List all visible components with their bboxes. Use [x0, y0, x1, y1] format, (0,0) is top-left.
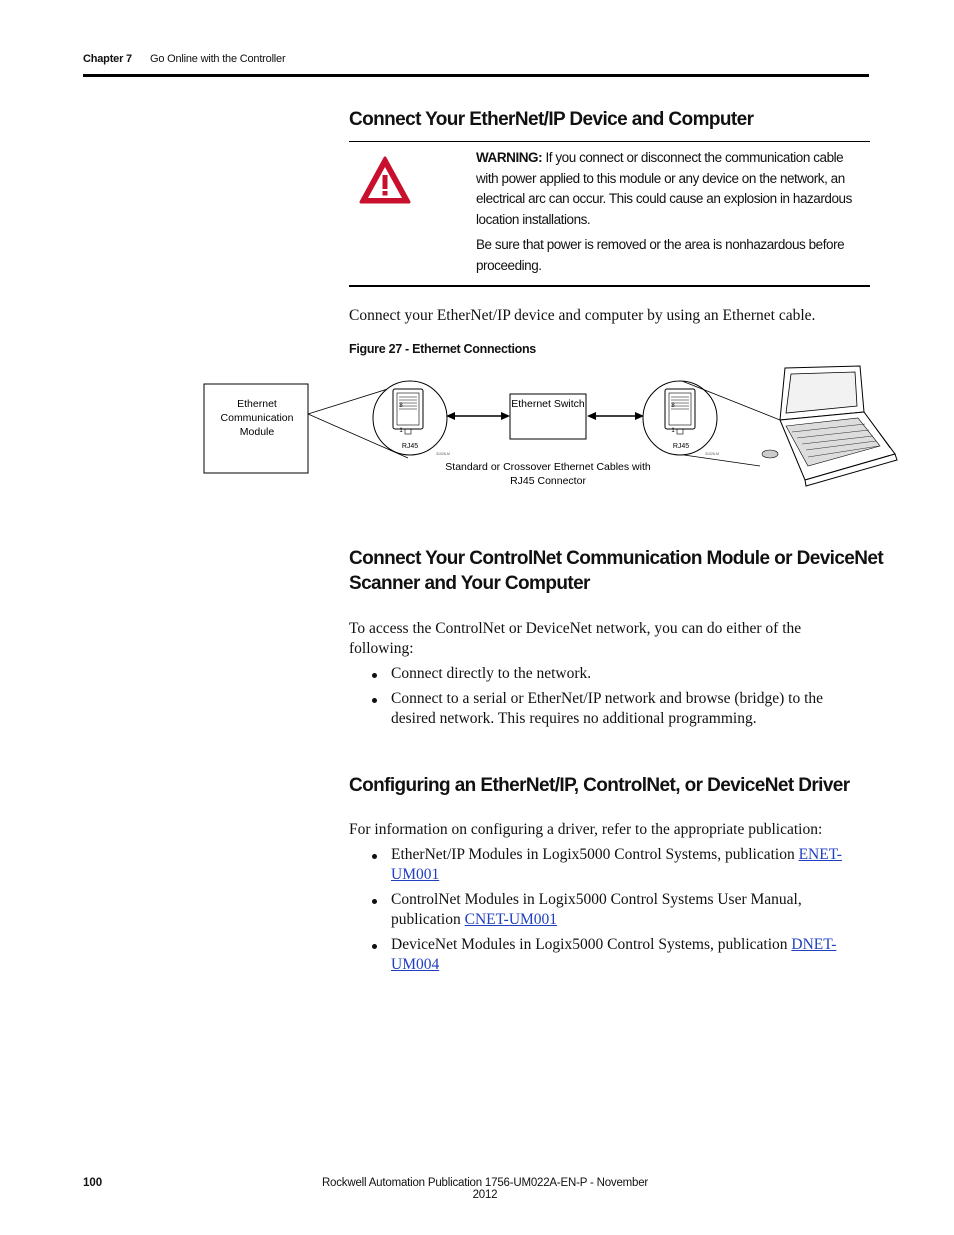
bullet-text: Connect directly to the network. [391, 665, 592, 682]
module-label-3: Module [239, 426, 275, 438]
warning-text [476, 148, 861, 281]
list-item [349, 664, 864, 684]
header-rule [83, 74, 869, 77]
controlnet-heading-line2: Scanner and Your Computer [349, 573, 590, 594]
controlnet-heading-line1: Connect Your ControlNet Communication Module or DeviceNet [349, 548, 884, 569]
warning-label: WARNING: [476, 150, 543, 165]
laptop-computer-icon [762, 366, 897, 486]
link-cnet-um001[interactable]: CNET-UM001 [464, 911, 558, 928]
chapter-title: Go Online with the Controller [150, 53, 286, 65]
bullet-icon [372, 673, 377, 678]
link-enet-um001[interactable]: ENET-UM001 [391, 846, 842, 883]
chapter-label: Chapter 7 [83, 53, 132, 65]
warning-box [349, 141, 870, 287]
pin-1-right: 1 [671, 428, 675, 434]
cable-caption-1: Standard or Crossover Ethernet Cables with [445, 461, 651, 473]
controlnet-intro: To access the ControlNet or DeviceNet network, you can do either of the following: [349, 620, 802, 657]
cable-caption-2: RJ45 Connector [510, 475, 586, 487]
section-heading-ethernet: Connect Your EtherNet/IP Device and Computer [349, 109, 754, 130]
section-heading-controlnet [349, 546, 883, 596]
cable-arrow-left [446, 412, 510, 420]
figure-id-right: 31026-M [705, 452, 719, 456]
module-label-2: Communication [220, 412, 294, 424]
ethernet-body-text: Connect your EtherNet/IP device and computer by using an Ethernet cable. [349, 307, 816, 324]
publication-text: DeviceNet Modules in Logix5000 Control Systems, publication [391, 936, 792, 953]
list-item [349, 689, 864, 729]
pin-1-left: 1 [399, 428, 403, 434]
warning-instruction: Be sure that power is removed or the area is nonhazardous before proceeding. [476, 237, 845, 273]
pin-8-right: 8 [671, 403, 675, 409]
module-label-1: Ethernet [237, 398, 277, 410]
figure-id-left: 31026-M [436, 452, 450, 456]
link-dnet-um004[interactable]: DNET-UM004 [391, 936, 837, 973]
page-number: 100 [83, 1177, 103, 1189]
publication-footer: Rockwell Automation Publication 1756-UM022A-EN-P - November 2012 [321, 1177, 649, 1201]
list-item [349, 935, 864, 975]
publication-text: EtherNet/IP Modules in Logix5000 Control Systems, publication [391, 846, 799, 863]
section-heading-driver: Configuring an EtherNet/IP, ControlNet, or DeviceNet Driver [349, 775, 850, 796]
bullet-icon [372, 944, 377, 949]
warning-triangle-icon [357, 154, 413, 206]
rj45-connector-right-icon [643, 381, 719, 456]
bullet-icon [372, 854, 377, 859]
publication-list [349, 845, 864, 980]
warning-body: If you connect or disconnect the communication cable with power applied to this module or any device on the network, an electrical arc can occur. This could cause an explosion in hazardous location installations. [476, 150, 852, 227]
figure-caption: Figure 27 - Ethernet Connections [349, 342, 536, 356]
list-item [349, 845, 864, 885]
rj45-label-left: RJ45 [401, 443, 419, 450]
pin-8-left: 8 [399, 403, 403, 409]
driver-intro: For information on configuring a driver, refer to the appropriate publication: [349, 821, 823, 838]
ethernet-connections-figure [200, 362, 900, 502]
running-header [83, 53, 286, 65]
bullet-icon [372, 899, 377, 904]
list-item [349, 890, 864, 930]
switch-label: Ethernet Switch [511, 398, 585, 410]
bullet-text: Connect to a serial or EtherNet/IP network and browse (bridge) to the desired network. This requires no additional programming. [391, 690, 824, 727]
rj45-connector-left-icon [373, 381, 450, 456]
controlnet-bullet-list [349, 664, 864, 734]
bullet-icon [372, 698, 377, 703]
cable-arrow-right [587, 412, 644, 420]
rj45-label-right: RJ45 [672, 443, 690, 450]
publication-text: ControlNet Modules in Logix5000 Control Systems User Manual, publication [391, 891, 802, 928]
